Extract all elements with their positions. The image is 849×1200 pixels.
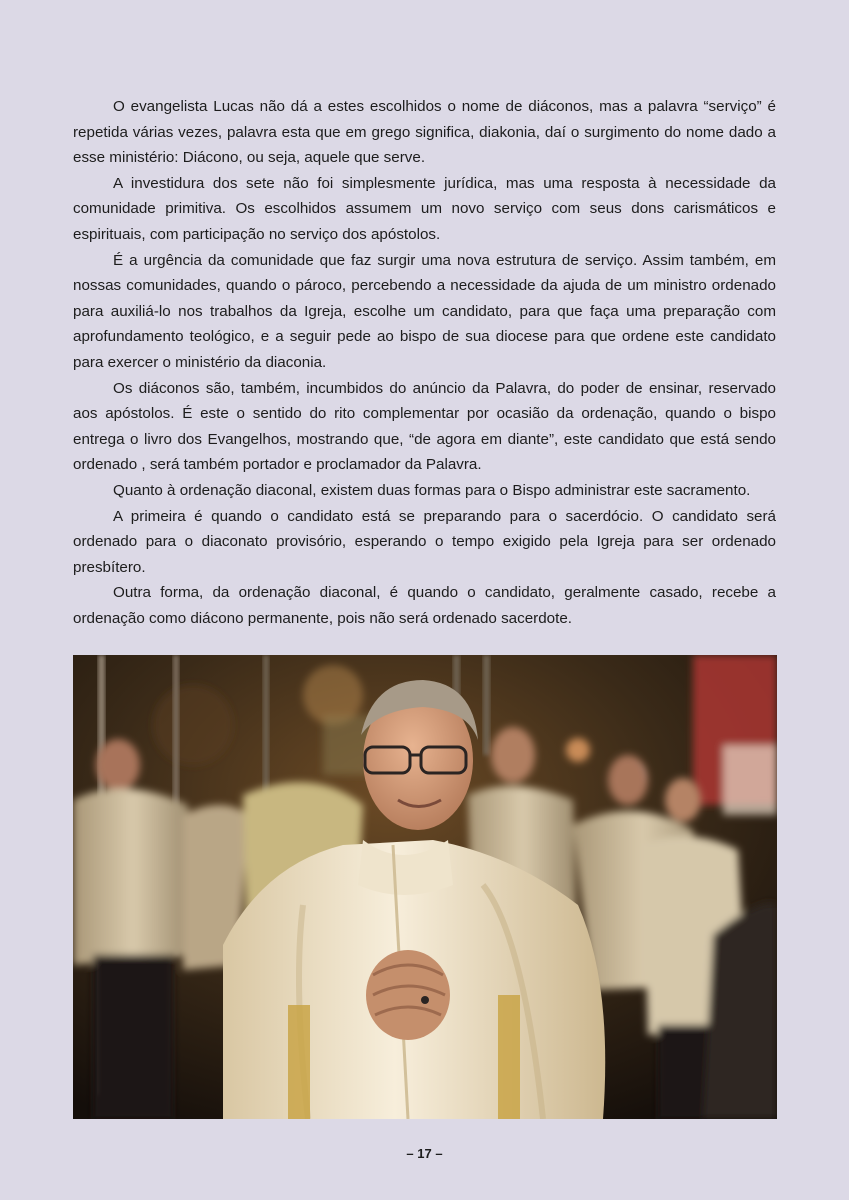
paragraph: É a urgência da comunidade que faz surgir uma nova estrutura de serviço. Assim também, em nossas comunidades, quando o pároco, percebendo a necessidade da ajuda de um ministro ordenado para auxiliá-lo nos trabalhos da Igreja, escolhe um candidato, para que faça uma preparação com aprofundamento teológico, e a seguir pede ao bispo de sua diocese para que ordene este candidato para exercer o ministério da diaconia. (73, 251, 776, 371)
paragraph: Outra forma, da ordenação diaconal, é quando o candidato, geralmente casado, recebe a ordenação como diácono permanente, pois não será ordenado sacerdote. (73, 584, 776, 627)
page-number: – 17 – (406, 1146, 443, 1161)
paragraph: A investidura dos sete não foi simplesmente jurídica, mas uma resposta à necessidade da comunidade primitiva. Os escolhidos assumem um novo serviço com seus dons carismáticos e espirituais, com participação no serviço dos apóstolos. (73, 174, 776, 243)
body-text (73, 94, 776, 631)
paragraph: Os diáconos são, também, incumbidos do anúncio da Palavra, do poder de ensinar, reservado aos apóstolos. É este o sentido do rito complementar por ocasião da ordenação, quando o bispo entrega o livro dos Evangelhos, mostrando que, “de agora em diante”, este candidato que está sendo ordenado , será também portador e proclamador da Palavra. (73, 379, 776, 474)
paragraph: A primeira é quando o candidato está se preparando para o sacerdócio. O candidato será ordenado para o diaconato provisório, esperando o tempo exigido pela Igreja para ser ordenado presbítero. (73, 507, 776, 576)
photo-illustration (73, 655, 777, 1119)
procession-photo (73, 655, 777, 1119)
paragraph: Quanto à ordenação diaconal, existem duas formas para o Bispo administrar este sacramento. (113, 481, 751, 499)
paragraph: O evangelista Lucas não dá a estes escolhidos o nome de diáconos, mas a palavra “serviço” é repetida várias vezes, palavra esta que em grego significa, diakonia, daí o surgimento do nome dado a esse ministério: Diácono, ou seja, aquele que serve. (73, 98, 776, 167)
